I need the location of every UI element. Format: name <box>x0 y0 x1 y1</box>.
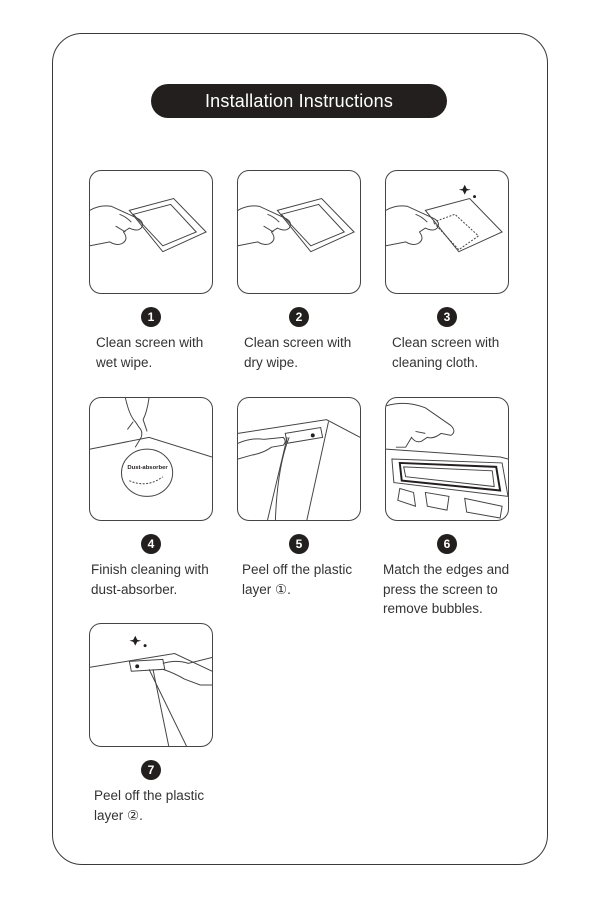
match-edges-illustration <box>385 397 509 521</box>
dust-absorber-illustration <box>89 397 213 521</box>
peel-layer-1-illustration <box>237 397 361 521</box>
step-number-badge: 3 <box>437 307 457 327</box>
step-number-badge: 2 <box>289 307 309 327</box>
step-number-badge: 1 <box>141 307 161 327</box>
step-description: Clean screen with dry wipe. <box>244 335 352 370</box>
step-description: Peel off the plastic layer ②. <box>94 788 205 823</box>
dry-wipe-illustration <box>237 170 361 294</box>
step-number-badge: 4 <box>141 534 161 554</box>
peel-layer-2-illustration <box>89 623 213 747</box>
page-title: Installation Instructions <box>151 84 447 118</box>
step-description: Clean screen with wet wipe. <box>96 335 204 370</box>
sticker-label: Dust-absorber <box>127 464 168 471</box>
step-description: Match the edges and press the screen to remove bubbles. <box>383 562 510 616</box>
step-number-badge: 5 <box>289 534 309 554</box>
step-description: Finish cleaning with dust-absorber. <box>91 562 209 597</box>
step-number-badge: 7 <box>141 760 161 780</box>
wet-wipe-illustration <box>89 170 213 294</box>
step-description: Peel off the plastic layer ①. <box>242 562 353 597</box>
cleaning-cloth-illustration <box>385 170 509 294</box>
step-description: Clean screen with cleaning cloth. <box>392 335 500 370</box>
step-number-badge: 6 <box>437 534 457 554</box>
